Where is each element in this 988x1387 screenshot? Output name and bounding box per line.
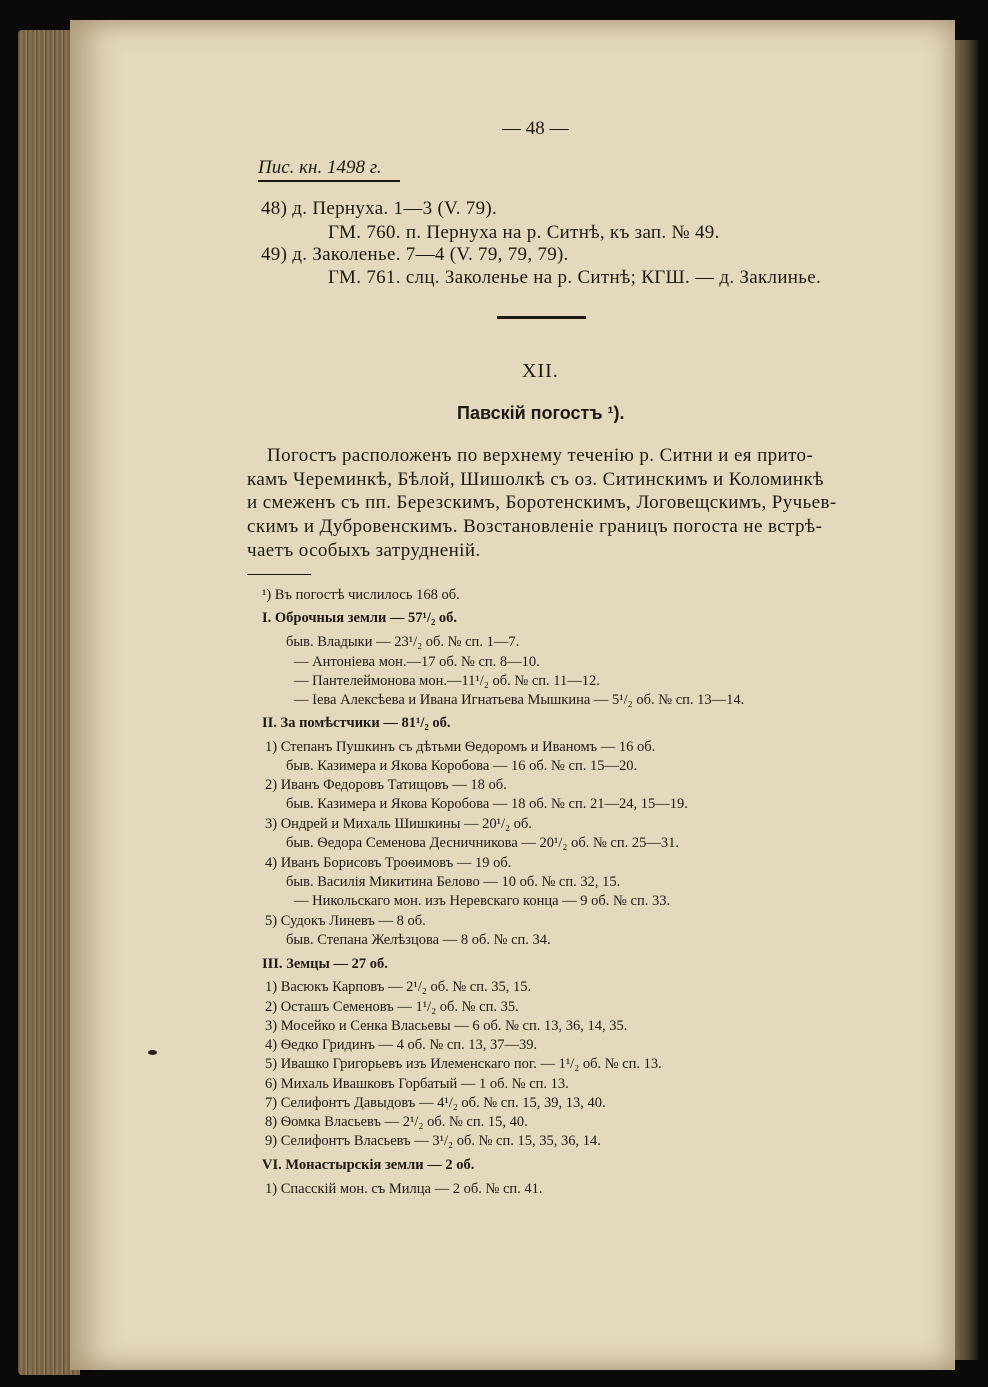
- footnote-rule: [247, 574, 311, 575]
- entry-line: ГМ. 760. п. Пернуха на р. Ситнѣ, къ зап. № 49.: [328, 222, 720, 243]
- entry-line: 49) д. Заколенье. 7—4 (V. 79, 79, 79).: [261, 244, 569, 265]
- footnote-line: быв. Ѳедора Семенова Десничникова — 20¹/₂ об. № сп. 25—31.: [286, 835, 679, 851]
- paragraph-line: камъ Череминкѣ, Бѣлой, Шишолкѣ съ оз. Ситинскимъ и Коломинкѣ: [247, 469, 824, 490]
- footnote-heading: I. Оброчныя земли — 57¹/₂ об.: [262, 610, 458, 626]
- section-number: XII.: [522, 360, 559, 382]
- footnote-line: 3) Ондрей и Михаль Шишкины — 20¹/₂ об.: [265, 816, 532, 832]
- source-heading: Пис. кн. 1498 г.: [258, 157, 382, 178]
- footnote-line: 9) Селифонтъ Власьевъ — 3¹/₂ об. № сп. 15, 35, 36, 14.: [265, 1133, 601, 1149]
- footnote-line: быв. Владыки — 23¹/₂ об. № сп. 1—7.: [286, 634, 520, 650]
- footnote-line: быв. Василія Микитина Белово — 10 об. № сп. 32, 15.: [286, 874, 621, 890]
- entry-line: 48) д. Пернуха. 1—3 (V. 79).: [261, 198, 498, 219]
- section-title: Павскій погостъ ¹).: [457, 403, 625, 423]
- footnote-line: быв. Казимера и Якова Коробова — 18 об. № сп. 21—24, 15—19.: [286, 796, 688, 812]
- footnote-line: быв. Казимера и Якова Коробова — 16 об. № сп. 15—20.: [286, 758, 638, 774]
- footnote-line: 1) Степанъ Пушкинъ съ дѣтьми Ѳедоромъ и Иваномъ — 16 об.: [265, 739, 656, 755]
- footnote-line: 4) Ѳедко Гридинъ — 4 об. № сп. 13, 37—39.: [265, 1037, 538, 1053]
- footnote-line: 8) Ѳомка Власьевъ — 2¹/₂ об. № сп. 15, 40.: [265, 1114, 528, 1130]
- footnote-line: 3) Мосейко и Сенка Власьевы — 6 об. № сп. 13, 36, 14, 35.: [265, 1018, 628, 1034]
- paragraph-line: чаетъ особыхъ затрудненій.: [247, 540, 481, 561]
- footnote-line: 7) Селифонтъ Давыдовъ — 4¹/₂ об. № сп. 15, 39, 13, 40.: [265, 1095, 606, 1111]
- paragraph-line: и смеженъ съ пп. Березскимъ, Боротенскимъ, Логовещскимъ, Ручьев-: [247, 492, 837, 513]
- footnote-line: 5) Судокъ Линевъ — 8 об.: [265, 913, 426, 929]
- footnote-heading: VI. Монастырскія земли — 2 об.: [262, 1157, 475, 1173]
- footnote-line: 6) Михаль Ивашковъ Горбатый — 1 об. № сп. 13.: [265, 1076, 569, 1092]
- section-separator: [497, 316, 586, 319]
- footnote-line: 5) Ивашко Григорьевъ изъ Илеменскаго пог. — 1¹/₂ об. № сп. 13.: [265, 1056, 662, 1072]
- footnote-line: ¹) Въ погостѣ числилось 168 об.: [262, 587, 460, 603]
- footnote-line: 2) Осташъ Семеновъ — 1¹/₂ об. № сп. 35.: [265, 999, 519, 1015]
- entry-line: ГМ. 761. слц. Заколенье на р. Ситнѣ; КГШ. — д. Заклинье.: [328, 267, 822, 288]
- footnote-line: 1) Васюкъ Карповъ — 2¹/₂ об. № сп. 35, 15.: [265, 979, 532, 995]
- footnote-line: 1) Спасскій мон. съ Милца — 2 об. № сп. 41.: [265, 1181, 543, 1197]
- footnote-line: 2) Иванъ Федоровъ Татищовъ — 18 об.: [265, 777, 507, 793]
- footnote-line: — Антоніева мон.—17 об. № сп. 8—10.: [294, 654, 540, 670]
- paragraph-line: Погостъ расположенъ по верхнему теченію р. Ситни и ея прито-: [267, 445, 814, 466]
- page-number: — 48 —: [502, 118, 569, 139]
- footnote-line: быв. Степана Желѣзцова — 8 об. № сп. 34.: [286, 932, 551, 948]
- source-underline: [258, 180, 400, 182]
- footnote-heading: II. За помѣстчики — 81¹/₂ об.: [262, 715, 451, 731]
- footnote-line: — Іева Алексѣева и Ивана Игнатьева Мышкина — 5¹/₂ об. № сп. 13—14.: [294, 692, 745, 708]
- footnote-line: — Пантелеймонова мон.—11¹/₂ об. № сп. 11—12.: [294, 673, 600, 689]
- footnote-heading: III. Земцы — 27 об.: [262, 956, 388, 972]
- paragraph-line: скимъ и Дубровенскимъ. Возстановленіе границъ погоста не встрѣ-: [247, 516, 823, 537]
- ink-blot: [148, 1050, 157, 1055]
- footnote-line: — Никольскаго мон. изъ Неревскаго конца — 9 об. № сп. 33.: [294, 893, 671, 909]
- footnote-line: 4) Иванъ Борисовъ Троѳимовъ — 19 об.: [265, 855, 512, 871]
